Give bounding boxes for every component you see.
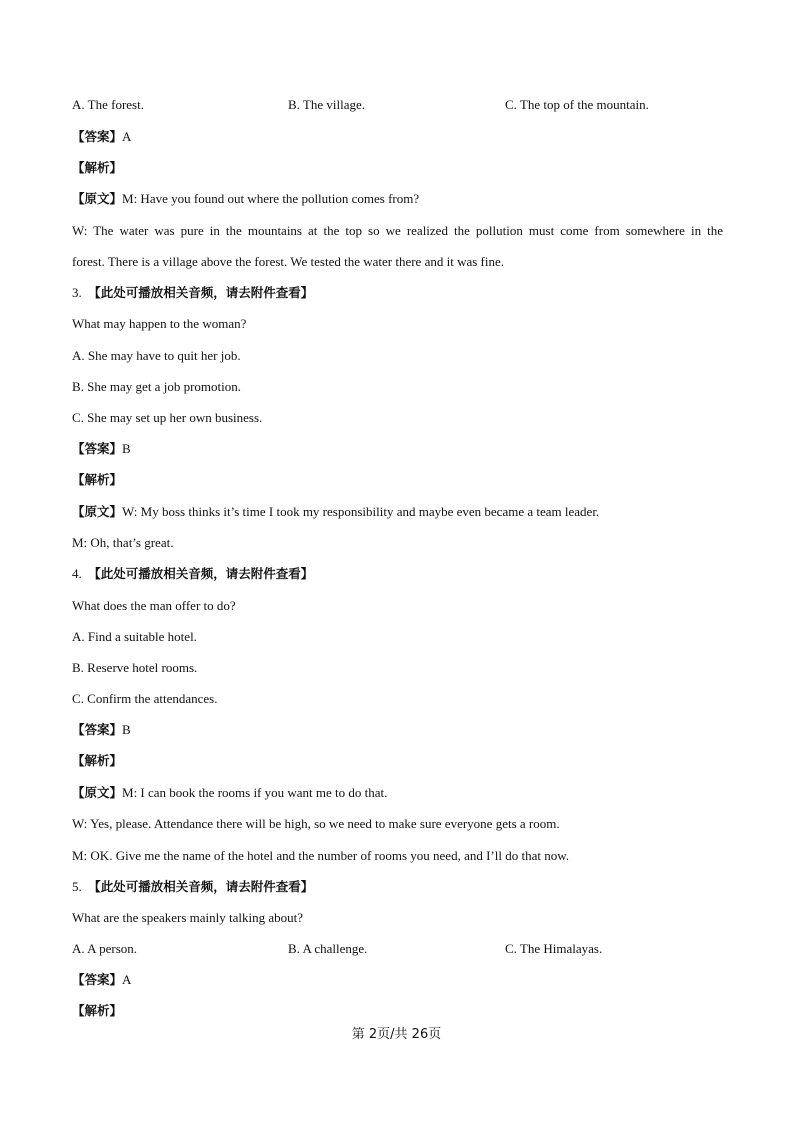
transcript-label: 【原文】 [72, 504, 123, 519]
transcript-text: W: My boss thinks it’s time I took my responsibility and maybe even became a team leader. [122, 504, 600, 519]
page-footer: 第 2页/共 26页 [351, 1027, 442, 1042]
q3-heading [72, 285, 723, 301]
q2-option-c: C. The top of the mountain. [505, 97, 649, 112]
q5-answer [72, 972, 723, 988]
q2-analysis-label: 【解析】 [72, 160, 123, 175]
q5-question: What are the speakers mainly talking about? [72, 910, 304, 925]
q4-option-a: A. Find a suitable hotel. [72, 629, 197, 644]
transcript-label: 【原文】 [72, 191, 123, 206]
q4-option-c: C. Confirm the attendances. [72, 691, 218, 706]
q3-analysis-label: 【解析】 [72, 472, 123, 487]
q5-option-b: B. A challenge. [288, 941, 368, 956]
q5-option-a: A. A person. [72, 941, 137, 956]
q2-answer [72, 129, 723, 145]
q3-transcript-line-2: M: Oh, that’s great. [72, 535, 174, 550]
q2-option-b: B. The village. [288, 97, 366, 112]
q3-transcript-line-1 [72, 504, 723, 520]
answer-label: 【答案】 [72, 722, 123, 737]
answer-label: 【答案】 [72, 129, 123, 144]
q4-question: What does the man offer to do? [72, 598, 236, 613]
answer-label: 【答案】 [72, 972, 123, 987]
transcript-label: 【原文】 [72, 785, 123, 800]
answer-value: B [122, 441, 131, 456]
q3-option-c: C. She may set up her own business. [72, 410, 263, 425]
q4-transcript-line-2: W: Yes, please. Attendance there will be high, so we need to make sure everyone gets a room. [72, 816, 560, 831]
question-number: 3. [72, 285, 82, 300]
q4-heading [72, 566, 723, 582]
q4-answer [72, 722, 723, 738]
q5-heading [72, 879, 723, 895]
transcript-text: M: I can book the rooms if you want me to do that. [122, 785, 388, 800]
answer-value: A [122, 129, 132, 144]
q3-option-a: A. She may have to quit her job. [72, 348, 241, 363]
answer-label: 【答案】 [72, 441, 123, 456]
question-number: 5. [72, 879, 82, 894]
transcript-text: M: Have you found out where the pollution comes from? [122, 191, 420, 206]
q5-option-c: C. The Himalayas. [505, 941, 603, 956]
audio-note: 【此处可播放相关音频，请去附件查看】 [88, 879, 314, 894]
q2-transcript-line-1 [72, 191, 723, 207]
question-number: 4. [72, 566, 82, 581]
q4-option-b: B. Reserve hotel rooms. [72, 660, 198, 675]
q2-transcript-line-2a: W: The water was pure in the mountains at the top so we realized the pollution must come from somewhere in the [72, 223, 723, 238]
q3-option-b: B. She may get a job promotion. [72, 379, 241, 394]
q3-question: What may happen to the woman? [72, 316, 247, 331]
audio-note: 【此处可播放相关音频，请去附件查看】 [88, 285, 314, 300]
q5-analysis-label: 【解析】 [72, 1003, 123, 1018]
q3-answer [72, 441, 723, 457]
q2-option-a: A. The forest. [72, 97, 144, 112]
q4-analysis-label: 【解析】 [72, 753, 123, 768]
q4-transcript-line-1 [72, 785, 723, 801]
q4-transcript-line-3: M: OK. Give me the name of the hotel and the number of rooms you need, and I’ll do that now. [72, 848, 570, 863]
answer-value: B [122, 722, 131, 737]
q2-transcript-line-2b: forest. There is a village above the forest. We tested the water there and it was fine. [72, 254, 505, 269]
audio-note: 【此处可播放相关音频，请去附件查看】 [88, 566, 314, 581]
answer-value: A [122, 972, 132, 987]
